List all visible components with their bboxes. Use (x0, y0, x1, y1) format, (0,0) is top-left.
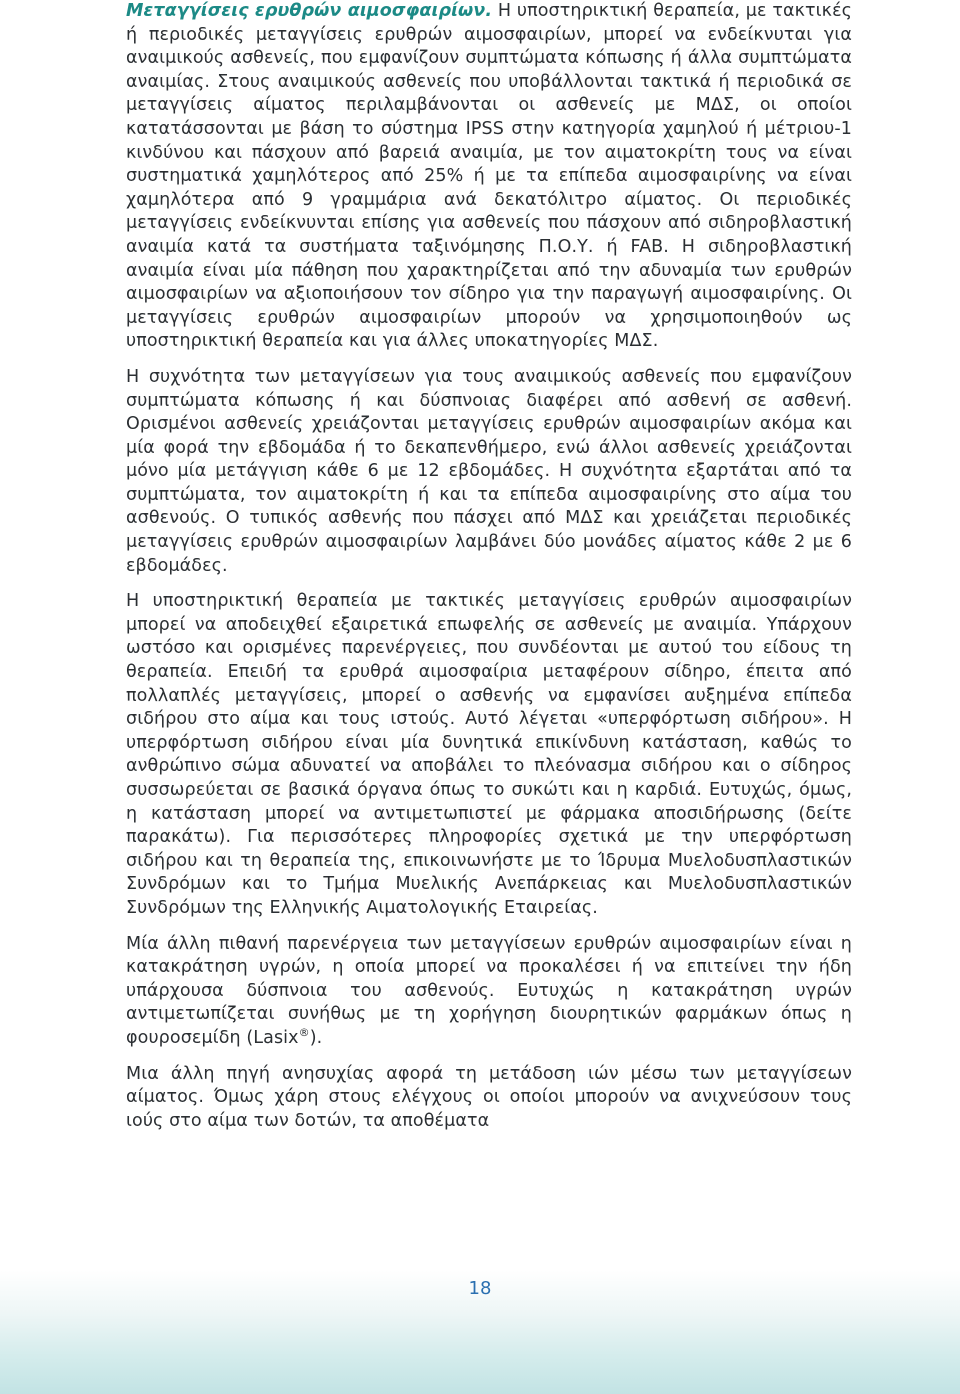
registered-mark: ® (298, 1026, 310, 1040)
paragraph-text: Μια άλλη πηγή ανησυχίας αφορά τη μετάδοση ιών μέσω των μεταγγίσεων αίματος. Όμως χάρη στους ελέγχους οι οποίοι μπορούν να ανιχνεύσουν τους ιούς στο αίμα των δοτών, τα αποθέματα (126, 1063, 852, 1131)
paragraph-text: Η υποστηρικτική θεραπεία με τακτικές μεταγγίσεις ερυθρών αιμοσφαιρίων μπορεί να αποδειχθεί εξαιρετικά επωφελής σε ασθενείς με αναιμία. Υπάρχουν ωστόσο και ορισμένες παρενέργειες, που συνδέονται με αυτού του είδους τη θεραπεία. Επειδή τα ερυθρά αιμοσφαίρια μεταφέρουν σίδηρο, έπειτα από πολλαπλές μεταγγίσεις, μπορεί ο ασθενής να εμφανίσει αυξημένα επίπεδα σιδήρου στο αίμα και τους ιστούς. Αυτό λέγεται «υπερφόρτωση σιδήρου». Η υπερφόρτωση σιδήρου είναι μία δυνητικά επικίνδυνη κατάσταση, καθώς το ανθρώπινο σώμα αδυνατεί να αποβάλει το πλεόνασμα σιδήρου και ο σίδηρος συσσωρεύεται σε βασικά όργανα όπως το συκώτι και η καρδιά. Ευτυχώς, όμως, η κατάσταση μπορεί να αντιμετωπιστεί με φάρμακα αποσιδήρωσης (δείτε παρακάτω). Για περισσότερες πληροφορίες σχετικά με την υπερφόρτωση σιδήρου και τη θεραπεία της, επικοινωνήστε με το Ίδρυμα Μυελοδυσπλαστικών Συνδρόμων και το Τμήμα Μυελικής Ανεπάρκειας και Μυελοδυσπλαστικών Συνδρόμων της Ελληνικής Αιματολογικής Εταιρείας. (126, 591, 852, 918)
paragraph-text: Η συχνότητα των μεταγγίσεων για τους αναιμικούς ασθενείς που εμφανίζουν συμπτώματα κόπωσης ή και δύσπνοιας διαφέρει από ασθενή σε ασθενή. Ορισμένοι ασθενείς χρειάζονται μεταγγίσεις ερυθρών αιμοσφαιρίων ακόμα και μία φορά την εβδομάδα ή το δεκαπενθήμερο, ενώ άλλοι ασθενείς χρειάζονται μόνο μία μετάγγιση κάθε 6 με 12 εβδομάδες. Η συχνότητα εξαρτάται από τα συμπτώματα, τον αιματοκρίτη ή και τα επίπεδα αιμοσφαιρίνης στο αίμα του ασθενούς. Ο τυπικός ασθενής που πάσχει από ΜΔΣ και χρειάζεται περιοδικές μεταγγίσεις ερυθρών αιμοσφαιρίων λαμβάνει δύο μονάδες αίματος κάθε 2 με 6 εβδομάδες. (126, 366, 852, 576)
paragraph-virus-transmission (126, 1063, 852, 1134)
section-heading: Μεταγγίσεις ερυθρών αιμοσφαιρίων. (126, 1, 493, 21)
paragraph-iron-overload (126, 590, 852, 920)
page-body (126, 0, 852, 1145)
paragraph-text-tail: ). (309, 1027, 323, 1048)
paragraph-fluid-retention (126, 933, 852, 1051)
paragraph-transfusions-intro (126, 0, 852, 354)
paragraph-text: Μία άλλη πιθανή παρενέργεια των μεταγγίσεων ερυθρών αιμοσφαιρίων είναι η κατακράτηση υγρών, η οποία μπορεί να προκαλέσει ή να επιτείνει την ήδη υπάρχουσα δύσπνοια του ασθενούς. Ευτυχώς η κατακράτηση υγρών αντιμετωπίζεται συνήθως με τη χορήγηση διουρητικών φαρμάκων όπως η φουροσεμίδη (Lasix (126, 933, 852, 1048)
paragraph-text: Η υποστηρικτική θεραπεία, με τακτικές ή περιοδικές μεταγγίσεις ερυθρών αιμοσφαιρίων, μπορεί να ενδείκνυται για αναιμικούς ασθενείς, που εμφανίζουν συμπτώματα κόπωσης ή άλλα συμπτώματα αναιμίας. Στους αναιμικούς ασθενείς που υποβάλλονται τακτικά ή περιοδικά σε μεταγγίσεις αίματος περιλαμβάνονται οι ασθενείς με ΜΔΣ, οι οποίοι κατατάσσονται με βάση το σύστημα IPSS στην κατηγορία χαμηλού ή μέτριου-1 κινδύνου και πάσχουν από βαρειά αναιμία, με τον αιματοκρίτη τους να είναι συστηματικά χαμηλότερος από 25% ή με τα επίπεδα αιμοσφαιρίνης να είναι χαμηλότερα από 9 γραμμάρια ανά δεκατόλιτρο αίματος. Οι περιοδικές μεταγγίσεις ενδείκνυνται επίσης για ασθενείς που πάσχουν από σιδηροβλαστική αναιμία κατά τα συστήματα ταξινόμησης Π.Ο.Υ. ή FAB. Η σιδηροβλαστική αναιμία είναι μία πάθηση που χαρακτηρίζεται από την αδυναμία των ερυθρών αιμοσφαιρίων να αξιοποιήσουν τον σίδηρο για την παραγωγή αιμοσφαιρίνης. Οι μεταγγίσεις ερυθρών αιμοσφαιρίων μπορούν να χρησιμοποιηθούν ως υποστηρικτική θεραπεία και για άλλες υποκατηγορίες ΜΔΣ. (126, 1, 853, 352)
paragraph-transfusion-frequency (126, 366, 852, 578)
page-number: 18 (468, 1278, 492, 1299)
